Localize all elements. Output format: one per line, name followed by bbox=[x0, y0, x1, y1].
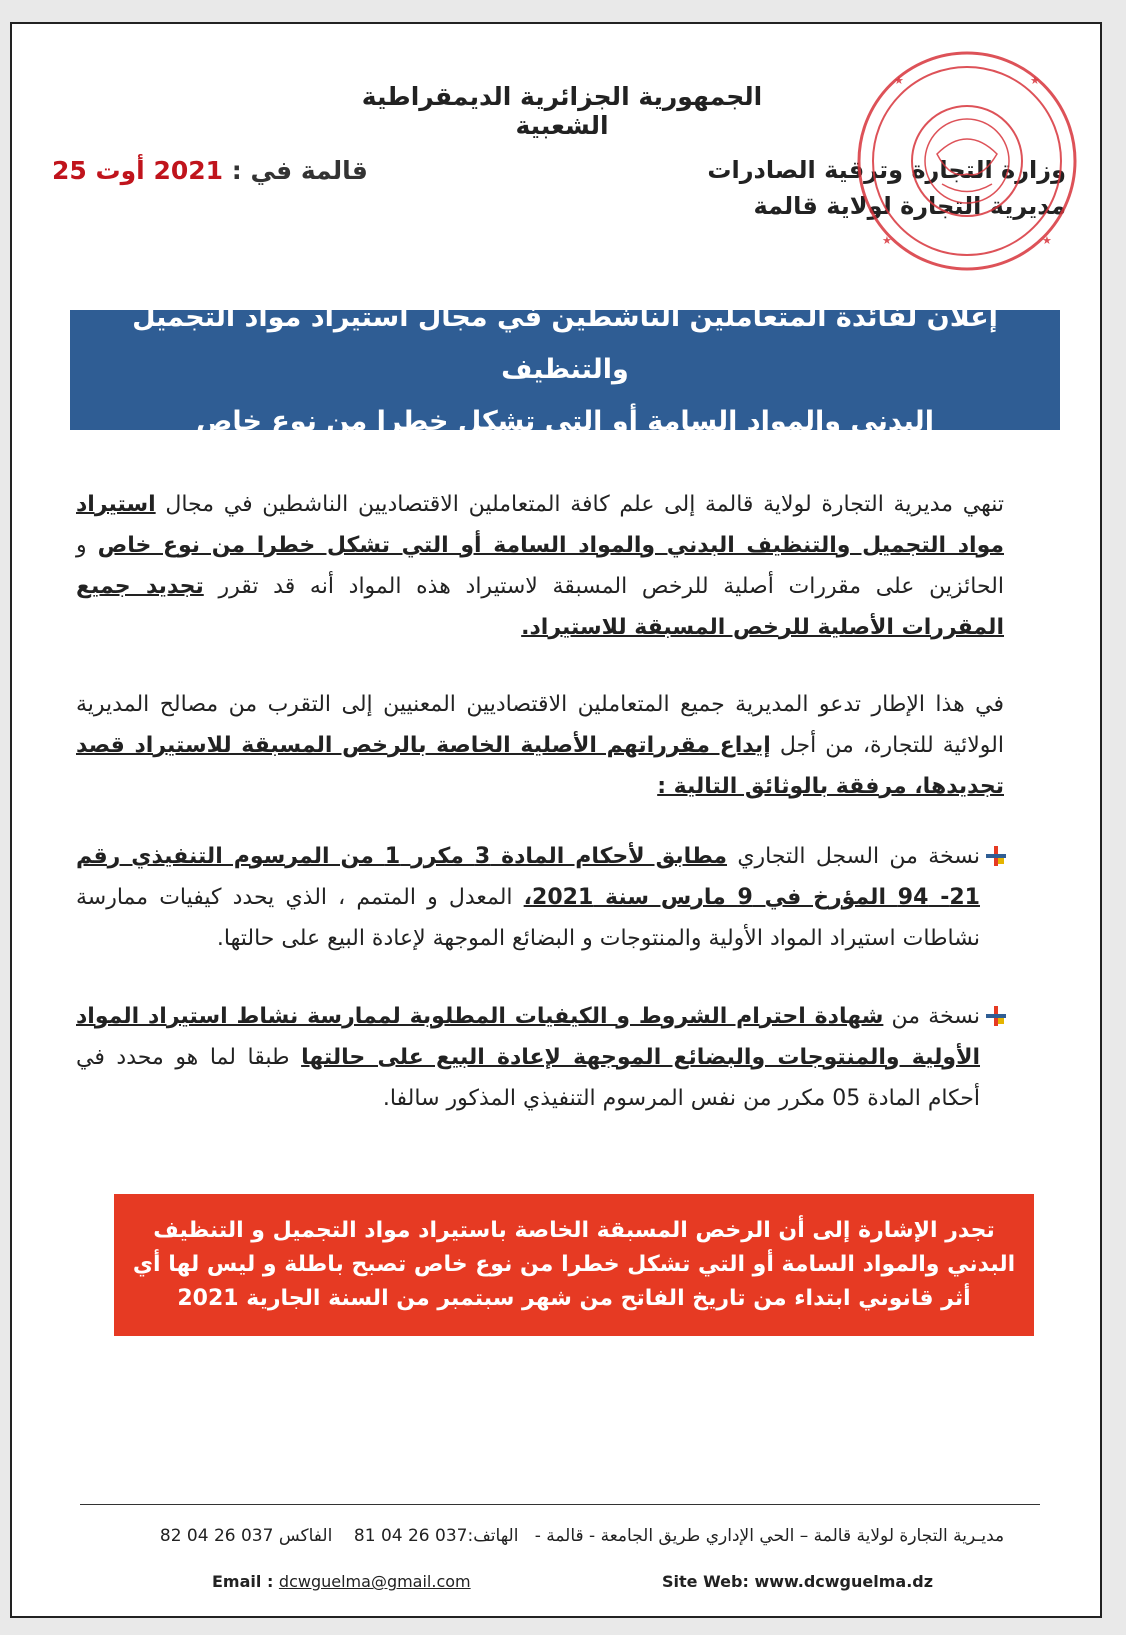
phone-number: 81 04 26 037 bbox=[353, 1526, 468, 1546]
directorate-name: مديرية التجارة لولاية قالمة bbox=[753, 192, 1066, 220]
intro-text: تنهي مديرية التجارة لولاية قالمة إلى علم كافة المتعاملين الاقتصاديين الناشطين في مجال bbox=[165, 492, 1005, 517]
footer-divider bbox=[80, 1504, 1040, 1505]
invitation-text: في هذا الإطار تدعو المديرية جميع المتعاملين الاقتصاديين المعنيين إلى التقرب من مصالح المديرية الولائية للتجارة، من أجل bbox=[76, 692, 1004, 758]
fax-label: الفاكس bbox=[278, 1526, 333, 1546]
doc2-details: طبقا لما هو محدد في أحكام المادة 05 مكرر من نفس المرسوم التنفيذي المذكور سالفا. bbox=[76, 1045, 980, 1111]
paragraph-invitation bbox=[76, 684, 1004, 807]
intro-holders: و الحائزين على مقررات أصلية للرخص المسبقة لاستيراد هذه المواد أنه قد تقرر bbox=[76, 533, 1004, 599]
svg-text:★: ★ bbox=[882, 234, 892, 247]
date-value: 2021 أوت 25 bbox=[52, 156, 224, 185]
svg-text:★: ★ bbox=[894, 74, 904, 87]
title-line-2: البدني والمواد السامة أو التي تشكل خطرا من نوع خاص bbox=[196, 406, 934, 437]
intro-subject: استيراد مواد التجميل والتنظيف البدني والمواد السامة أو التي تشكل خطرا من نوع خاص bbox=[76, 492, 1004, 558]
bullet-icon bbox=[984, 1004, 1008, 1028]
republic-header: الجمهورية الجزائرية الديمقراطية الشعبية bbox=[361, 82, 763, 140]
required-document-1 bbox=[76, 836, 980, 959]
bullet-icon bbox=[984, 844, 1008, 868]
site-link[interactable]: www.dcwguelma.dz bbox=[754, 1572, 934, 1591]
footer-website bbox=[662, 1572, 933, 1591]
stamp-seal bbox=[842, 44, 1092, 279]
document-page bbox=[10, 22, 1102, 1618]
required-document-2 bbox=[76, 996, 980, 1119]
svg-text:★: ★ bbox=[1042, 234, 1052, 247]
doc2-certificate: شهادة احترام الشروط و الكيفيات المطلوبة لممارسة نشاط استيراد المواد الأولية والمنتوجات والبضائع الموجهة لإعادة البيع على حالتها bbox=[76, 1004, 980, 1070]
doc1-details: المعدل و المتمم ، الذي يحدد كيفيات ممارسة نشاطات استيراد المواد الأولية والمنتوجات و البضائع الموجهة لإعادة البيع على حالتها. bbox=[76, 885, 980, 951]
fax-number: 82 04 26 037 bbox=[159, 1526, 274, 1546]
site-label: Site Web: bbox=[662, 1572, 749, 1591]
title-line-1: إعلان لفائدة المتعاملين الناشطين في مجال استيراد مواد التجميل والتنظيف bbox=[132, 302, 998, 385]
validity-notice: تجدر الإشارة إلى أن الرخص المسبقة الخاصة باستيراد مواد التجميل و التنظيف البدني والمواد السامة أو التي تشكل خطرا من نوع خاص تصبح باطلة و ليس لها أي أثر قانوني ابتداء من تاريخ الفاتح من شهر سبتمبر من السنة الجارية 2021 bbox=[114, 1194, 1034, 1336]
ministry-name: وزارة التجارة وترقية الصادرات bbox=[707, 156, 1066, 184]
phone-label: الهاتف: bbox=[467, 1526, 519, 1546]
invitation-deposit: إيداع مقرراتهم الأصلية الخاصة بالرخص المسبقة للاستيراد قصد تجديدها، مرفقة بالوثائق التالية : bbox=[76, 733, 1004, 799]
email-link[interactable]: dcwguelma@gmail.com bbox=[278, 1572, 471, 1591]
doc1-intro: نسخة من السجل التجاري bbox=[737, 844, 980, 869]
footer-email bbox=[212, 1572, 471, 1591]
doc2-intro: نسخة من bbox=[891, 1004, 980, 1029]
footer-contact bbox=[132, 1526, 1032, 1546]
email-label: Email : bbox=[212, 1572, 274, 1591]
date-label: قالمة في : bbox=[231, 156, 368, 185]
svg-text:★: ★ bbox=[1030, 74, 1040, 87]
footer-address: مديـرية التجارة لولاية قالمة – الحي الإداري طريق الجامعة - قالمة - bbox=[534, 1526, 1005, 1546]
dateline bbox=[52, 156, 368, 185]
doc1-decree: مطابق لأحكام المادة 3 مكرر 1 من المرسوم التنفيذي رقم 21- 94 المؤرخ في 9 مارس سنة 2021، bbox=[76, 844, 980, 910]
paragraph-intro bbox=[76, 484, 1004, 648]
intro-decision: تجديد جميع المقررات الأصلية للرخص المسبقة للاستيراد. bbox=[76, 574, 1004, 640]
announcement-title bbox=[70, 302, 1060, 437]
